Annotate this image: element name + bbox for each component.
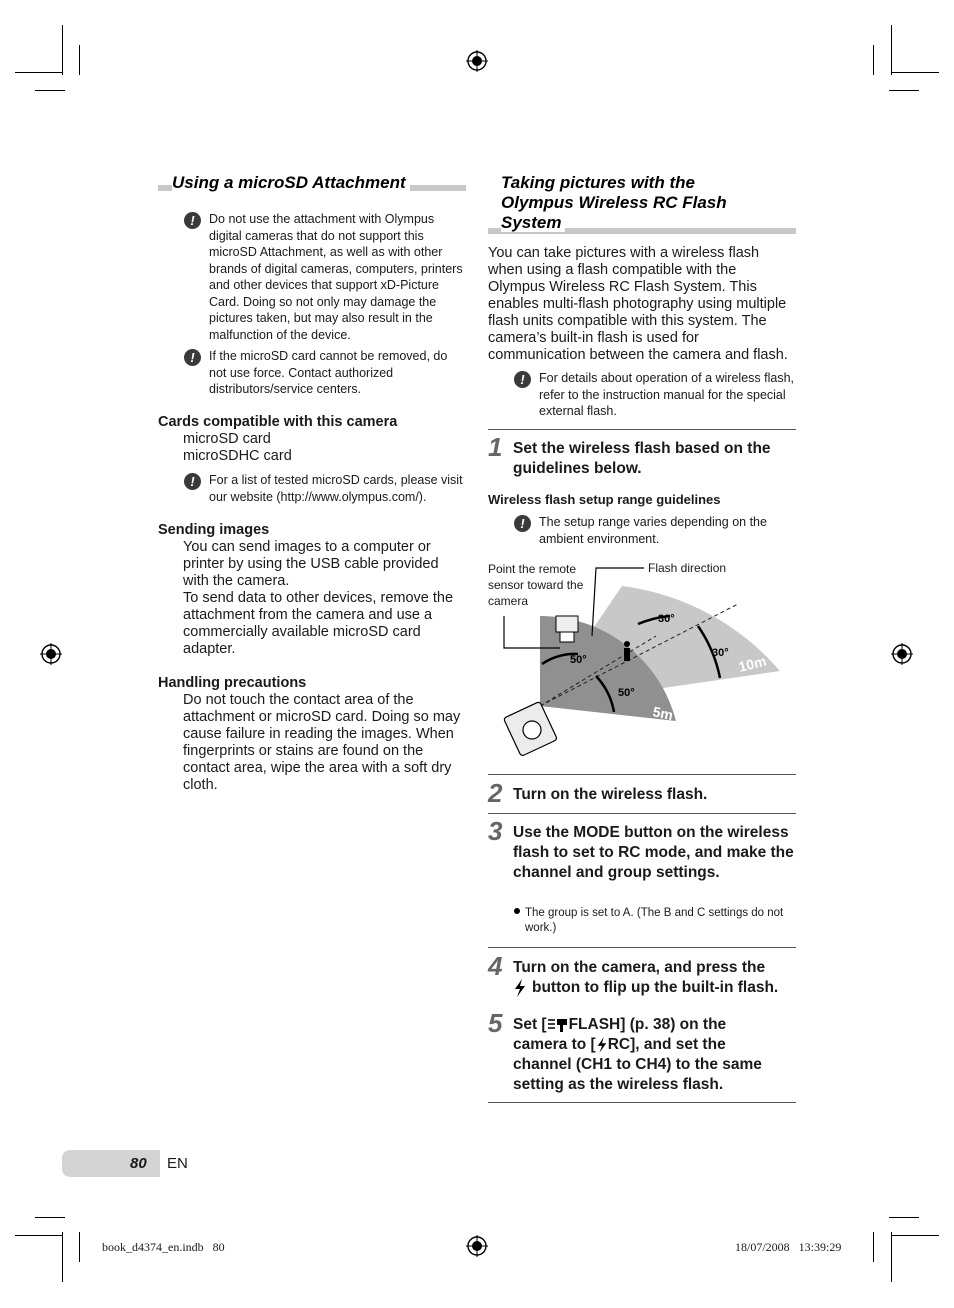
distance-label: 10m [736,652,768,675]
footer-filename: book_d4374_en.indb 80 [102,1240,225,1254]
registration-mark-icon [891,643,913,665]
registration-mark-icon [466,1235,488,1257]
step-divider [488,1102,796,1103]
step-number: 4 [488,951,503,981]
registration-mark-icon [466,50,488,72]
caution-note: ! The setup range varies depending on the ambient environment. [514,514,796,547]
caution-note: ! For details about operation of a wireless flash, refer to the instruction manual for the special external flash. [514,370,796,420]
angle-label: 30° [658,613,675,625]
step-number: 2 [488,778,503,808]
step-number: 3 [488,816,503,846]
caution-note: ! If the microSD card cannot be removed, do not use force. Contact authorized distributors/service centers. [184,348,464,398]
flash-icon [513,979,527,997]
angle-label: 50° [618,687,635,699]
section-heading-wireless: Taking pictures with the Olympus Wireless RC Flash System [501,173,727,232]
sending-body: You can send images to a computer or printer by using the USB cable provided with the camera. To send data to other devices, remove the attachment from the camera and use a commercially available microSD card adapter. [183,539,454,657]
caution-icon: ! [184,473,201,490]
handling-title: Handling precautions [158,675,307,691]
page-language: EN [167,1155,188,1172]
sending-title: Sending images [158,522,270,538]
flash-icon [596,1036,608,1054]
step-divider [488,429,796,430]
step-text: Set the wireless flash based on the guidelines below. [513,440,771,477]
step-text: Set [ FLASH] (p. 38) on the camera to [ RC], and set the channel (CH1 to CH4) to the same setting as the wireless flash. [513,1016,762,1093]
cards-list: microSD card microSDHC card [183,431,292,464]
registration-mark-icon [40,643,62,665]
wireless-intro: You can take pictures with a wireless flash when using a flash compatible with the Olympus Wireless RC Flash System. This enables multi-flash photography using multiple flash units compatible with this system. The camera’s built-in flash is used for communication between the camera and flash. [488,245,788,363]
section-heading-microsd: Using a microSD Attachment [172,173,410,193]
angle-label: 50° [570,654,587,666]
handling-body: Do not touch the contact area of the attachment or microSD card. Doing so may cause failure in reading the images. When fingerprints or stains are found on the contact area, wipe the area with a soft dry cloth. [183,692,461,793]
caution-icon: ! [184,212,201,229]
step-text: Use the MODE button on the wireless flash to set to RC mode, and make the channel and group settings. [513,824,794,881]
step-divider [488,947,796,948]
footer-timestamp: 18/07/2008 13:39:29 [735,1240,842,1254]
step-number: 1 [488,432,503,462]
caution-note: ! Do not use the attachment with Olympus digital cameras that do not support this microSD Attachment, as well as with other brands of digital cameras, computers, printers and other devices that support xD-Picture Card. Doing so not only may damage the pictures taken, but may also result in the malfunction of the device. [184,211,464,343]
caution-note: ! For a list of tested microSD cards, please visit our website (http://www.olympus.com/). [184,472,466,505]
sensor-label: Point the remote sensor toward the camera [488,562,584,608]
caution-icon: ! [184,349,201,366]
flash-direction-label: Flash direction [648,561,727,575]
camera-icon [503,701,557,756]
step-text: Turn on the camera, and press the button to flip up the built-in flash. [513,959,779,996]
distance-label: 5m [651,703,675,724]
step-divider [488,774,796,775]
bullet-dot [514,908,520,914]
step-bullet: The group is set to A. (The B and C settings do not work.) [525,907,784,934]
angle-label: 30° [712,647,729,659]
step-divider [488,813,796,814]
page-number: 80 [130,1155,147,1172]
cards-title: Cards compatible with this camera [158,414,398,430]
person-icon [624,641,630,661]
flash-setting-icon [547,1017,569,1033]
caution-icon: ! [514,371,531,388]
guide-title: Wireless flash setup range guidelines [488,492,721,507]
step-text: Turn on the wireless flash. [513,786,708,803]
step-number: 5 [488,1008,503,1038]
caution-icon: ! [514,515,531,532]
